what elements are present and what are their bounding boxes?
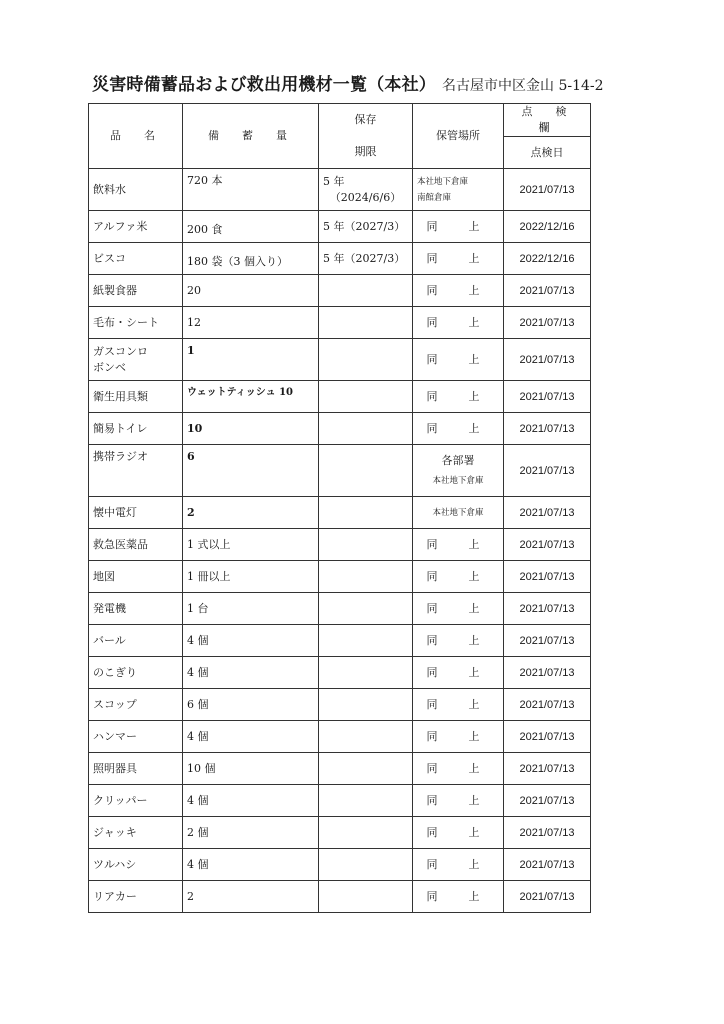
qty-cell: 20 — [183, 275, 319, 307]
table-row — [89, 339, 591, 381]
location-cell: 同 上 — [413, 753, 504, 785]
header-check-date: 点検日 — [504, 137, 591, 169]
item-cell: ツルハシ — [89, 849, 183, 881]
table-row — [89, 169, 591, 211]
retention-cell — [319, 169, 413, 211]
qty-cell: 2 個 — [183, 817, 319, 849]
item-cell: スコップ — [89, 689, 183, 721]
table-row — [89, 413, 591, 445]
item-cell: ジャッキ — [89, 817, 183, 849]
retention-cell — [319, 785, 413, 817]
retention-cell — [319, 561, 413, 593]
table-row — [89, 657, 591, 689]
retention-cell — [319, 721, 413, 753]
item-cell: 衛生用具類 — [89, 381, 183, 413]
item-cell: 簡易トイレ — [89, 413, 183, 445]
qty-cell: 180 袋（3 個入り） — [183, 243, 319, 275]
qty-cell: 4 個 — [183, 849, 319, 881]
check-date-cell: 2021/07/13 — [504, 817, 591, 849]
check-date-cell: 2021/07/13 — [504, 445, 591, 497]
qty-cell: ウェットティッシュ 10 — [183, 381, 319, 413]
qty-cell: 1 冊以上 — [183, 561, 319, 593]
item-cell: 発電機 — [89, 593, 183, 625]
check-date-cell: 2022/12/16 — [504, 211, 591, 243]
retention-cell — [319, 881, 413, 913]
qty-cell: 10 個 — [183, 753, 319, 785]
retention-cell — [319, 689, 413, 721]
check-date-cell: 2022/12/16 — [504, 243, 591, 275]
table-row — [89, 307, 591, 339]
check-date-cell: 2021/07/13 — [504, 657, 591, 689]
qty-cell: 1 台 — [183, 593, 319, 625]
check-date-cell: 2021/07/13 — [504, 881, 591, 913]
location-line: 南館倉庫 — [417, 192, 452, 203]
retention-cell — [319, 275, 413, 307]
check-date-cell: 2021/07/13 — [504, 307, 591, 339]
location-cell: 同 上 — [413, 593, 504, 625]
header-retention-bottom: 期限 — [319, 137, 413, 169]
qty-cell: 2 — [183, 497, 319, 529]
check-date-cell: 2021/07/13 — [504, 625, 591, 657]
item-cell: 照明器具 — [89, 753, 183, 785]
qty-cell: 720 本 — [183, 169, 319, 211]
check-date-cell: 2021/07/13 — [504, 529, 591, 561]
location-cell: 同 上 — [413, 561, 504, 593]
location-cell: 同 上 — [413, 211, 504, 243]
retention-cell: 5 年（2027/3） — [319, 243, 413, 275]
location-cell: 同 上 — [413, 881, 504, 913]
item-cell: 救急医薬品 — [89, 529, 183, 561]
inventory-table — [88, 103, 591, 913]
item-cell: のこぎり — [89, 657, 183, 689]
retention-cell — [319, 657, 413, 689]
qty-cell: 10 — [183, 413, 319, 445]
document-address: 名古屋市中区金山 5-14-2 — [442, 78, 604, 94]
location-cell: 同 上 — [413, 243, 504, 275]
item-cell: 毛布・シート — [89, 307, 183, 339]
table-row — [89, 753, 591, 785]
item-line: ボンベ — [93, 360, 126, 374]
table-row — [89, 689, 591, 721]
retention-cell — [319, 339, 413, 381]
header-item: 品 名 — [89, 104, 183, 169]
qty-cell: 200 食 — [183, 211, 319, 243]
qty-cell: 1 — [183, 339, 319, 381]
item-cell: リアカー — [89, 881, 183, 913]
retention-cell — [319, 593, 413, 625]
item-cell: ハンマー — [89, 721, 183, 753]
retention-cell — [319, 849, 413, 881]
location-cell: 同 上 — [413, 275, 504, 307]
table-row — [89, 275, 591, 307]
location-cell: 同 上 — [413, 529, 504, 561]
retention-cell — [319, 753, 413, 785]
item-cell: 飲料水 — [89, 169, 183, 211]
qty-cell: 6 個 — [183, 689, 319, 721]
table-row — [89, 849, 591, 881]
document-title: 災害時備蓄品および救出用機材一覧（本社） — [92, 75, 436, 95]
location-cell: 同 上 — [413, 817, 504, 849]
location-cell: 同 上 — [413, 721, 504, 753]
check-date-cell: 2021/07/13 — [504, 849, 591, 881]
retention-cell — [319, 445, 413, 497]
table-row — [89, 529, 591, 561]
table-row — [89, 817, 591, 849]
table-row — [89, 381, 591, 413]
item-cell: 紙製食器 — [89, 275, 183, 307]
table-row — [89, 243, 591, 275]
location-cell: 同 上 — [413, 381, 504, 413]
qty-cell: 4 個 — [183, 785, 319, 817]
retention-line: （2024/6/6） — [329, 190, 402, 204]
location-line: 本社地下倉庫 — [432, 475, 484, 486]
table-row — [89, 211, 591, 243]
header-row-top — [89, 104, 591, 137]
location-cell — [413, 169, 504, 211]
retention-cell — [319, 497, 413, 529]
table-row — [89, 881, 591, 913]
table-row — [89, 785, 591, 817]
check-date-cell: 2021/07/13 — [504, 785, 591, 817]
item-cell: 懐中電灯 — [89, 497, 183, 529]
header-check-column: 点 検 欄 — [504, 104, 591, 137]
location-cell: 本社地下倉庫 — [413, 497, 504, 529]
check-date-cell: 2021/07/13 — [504, 381, 591, 413]
location-cell — [413, 445, 504, 497]
retention-cell — [319, 307, 413, 339]
location-cell: 同 上 — [413, 625, 504, 657]
item-cell — [89, 339, 183, 381]
location-cell: 同 上 — [413, 413, 504, 445]
table-row — [89, 561, 591, 593]
qty-cell: 2 — [183, 881, 319, 913]
check-date-cell: 2021/07/13 — [504, 689, 591, 721]
qty-cell: 4 個 — [183, 657, 319, 689]
item-line: ガスコンロ — [93, 344, 148, 358]
retention-cell — [319, 413, 413, 445]
retention-cell — [319, 381, 413, 413]
item-cell: ビスコ — [89, 243, 183, 275]
check-date-cell: 2021/07/13 — [504, 275, 591, 307]
retention-cell — [319, 625, 413, 657]
retention-cell — [319, 817, 413, 849]
item-cell: バール — [89, 625, 183, 657]
location-cell: 同 上 — [413, 339, 504, 381]
check-date-cell: 2021/07/13 — [504, 561, 591, 593]
document-title-row — [92, 70, 604, 100]
table-row — [89, 445, 591, 497]
item-cell: クリッパー — [89, 785, 183, 817]
retention-cell — [319, 529, 413, 561]
header-location: 保管場所 — [413, 104, 504, 169]
retention-line: 5 年 — [323, 174, 345, 188]
check-date-cell: 2021/07/13 — [504, 169, 591, 211]
check-date-cell: 2021/07/13 — [504, 593, 591, 625]
header-retention-top: 保存 — [319, 104, 413, 137]
retention-cell: 5 年（2027/3） — [319, 211, 413, 243]
check-date-cell: 2021/07/13 — [504, 339, 591, 381]
location-cell: 同 上 — [413, 307, 504, 339]
qty-cell: 1 式以上 — [183, 529, 319, 561]
location-cell: 同 上 — [413, 657, 504, 689]
table-row — [89, 497, 591, 529]
header-quantity: 備 蓄 量 — [183, 104, 319, 169]
item-cell: 地図 — [89, 561, 183, 593]
location-cell: 同 上 — [413, 849, 504, 881]
check-date-cell: 2021/07/13 — [504, 721, 591, 753]
location-line: 各部署 — [441, 453, 475, 467]
qty-cell: 4 個 — [183, 721, 319, 753]
location-line: 本社地下倉庫 — [417, 176, 469, 187]
table-row — [89, 593, 591, 625]
table-row — [89, 721, 591, 753]
qty-cell: 6 — [183, 445, 319, 497]
check-date-cell: 2021/07/13 — [504, 413, 591, 445]
check-date-cell: 2021/07/13 — [504, 753, 591, 785]
item-cell: アルファ米 — [89, 211, 183, 243]
item-cell: 携帯ラジオ — [89, 445, 183, 497]
table-row — [89, 625, 591, 657]
qty-cell: 4 個 — [183, 625, 319, 657]
check-date-cell: 2021/07/13 — [504, 497, 591, 529]
location-cell: 同 上 — [413, 689, 504, 721]
qty-cell: 12 — [183, 307, 319, 339]
location-cell: 同 上 — [413, 785, 504, 817]
